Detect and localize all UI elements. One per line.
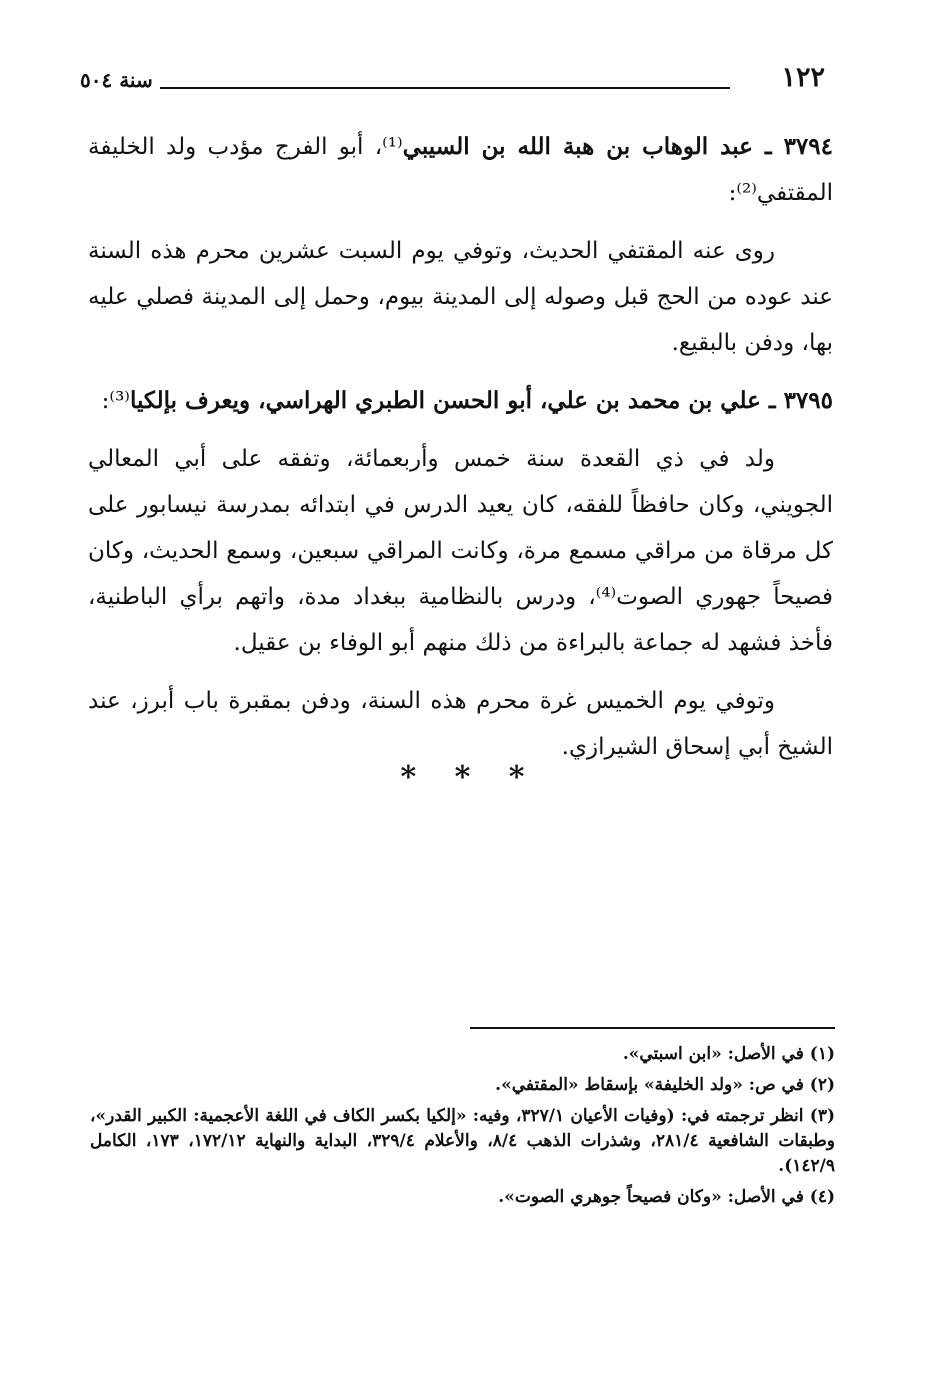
page-header <box>80 60 825 100</box>
entry-heading-rest: ⁽³⁾: <box>101 388 130 414</box>
footnote: (١) في الأصل: «ابن اسبتي». <box>622 1044 835 1064</box>
footnotes <box>90 1042 835 1216</box>
entry-heading <box>88 378 833 424</box>
entry-heading <box>88 124 833 216</box>
entry-paragraph: وتوفي يوم الخميس غرة محرم هذه السنة، ودفن بمقبرة باب أبرز، عند الشيخ أبي إسحاق الشيرازي. <box>88 688 833 760</box>
entry-heading-rest: ⁽¹⁾، أبو الفرج مؤدب ولد الخليفة المقتفي⁽²⁾: <box>88 134 833 206</box>
entry-paragraph: روى عنه المقتفي الحديث، وتوفي يوم السبت عشرين محرم هذه السنة عند عوده من الحج قبل وصوله إلى المدينة بيوم، وحمل إلى المدينة فصلي عليه بها، ودفن بالبقيع. <box>88 238 833 356</box>
header-rule <box>160 87 730 89</box>
entry-paragraph: ولد في ذي القعدة سنة خمس وأربعمائة، وتفقه على أبي المعالي الجويني، وكان حافظاً للفقه، كان يعيد الدرس في ابتدائه بمدرسة نيسابور على كل مرقاة من مراقي مسمع مرة، وكانت المراقي سبعين، وسمع الحديث، وكان فصيحاً جهوري الصوت⁽⁴⁾، ودرس بالنظامية ببغداد مدة، واتهم برأي الباطنية، فأخذ فشهد له جماعة بالبراءة من ذلك منهم أبو الوفاء بن عقيل. <box>88 446 833 656</box>
footnote-rule <box>470 1027 835 1029</box>
section-separator: * * * <box>400 760 539 795</box>
running-header-year: سنة ٥٠٤ <box>80 68 153 92</box>
page-number: ١٢٢ <box>781 62 825 93</box>
footnote: (٣) انظر ترجمته في: (وفيات الأعيان ٣٢٧/١، وفيه: «إلكيا بكسر الكاف في اللغة الأعجمية: الكبير القدر»، وطبقات الشافعية ٢٨١/٤، وشذرات الذهب ٨/٤، والأعلام ٣٢٩/٤، البداية والنهاية ١٧٢/١٢، ١٧٣، الكامل ١٤٢/٩). <box>90 1106 836 1176</box>
main-text <box>88 124 833 782</box>
entry-heading-name: ٣٧٩٥ ـ علي بن محمد بن علي، أبو الحسن الطبري الهراسي، ويعرف بإلكيا <box>129 387 833 414</box>
footnote: (٢) في ص: «ولد الخليفة» بإسقاط «المقتفي». <box>495 1075 835 1095</box>
footnote: (٤) في الأصل: «وكان فصيحاً جوهري الصوت». <box>498 1187 835 1207</box>
entry-heading-name: ٣٧٩٤ ـ عبد الوهاب بن هبة الله بن السيبي <box>402 133 833 160</box>
